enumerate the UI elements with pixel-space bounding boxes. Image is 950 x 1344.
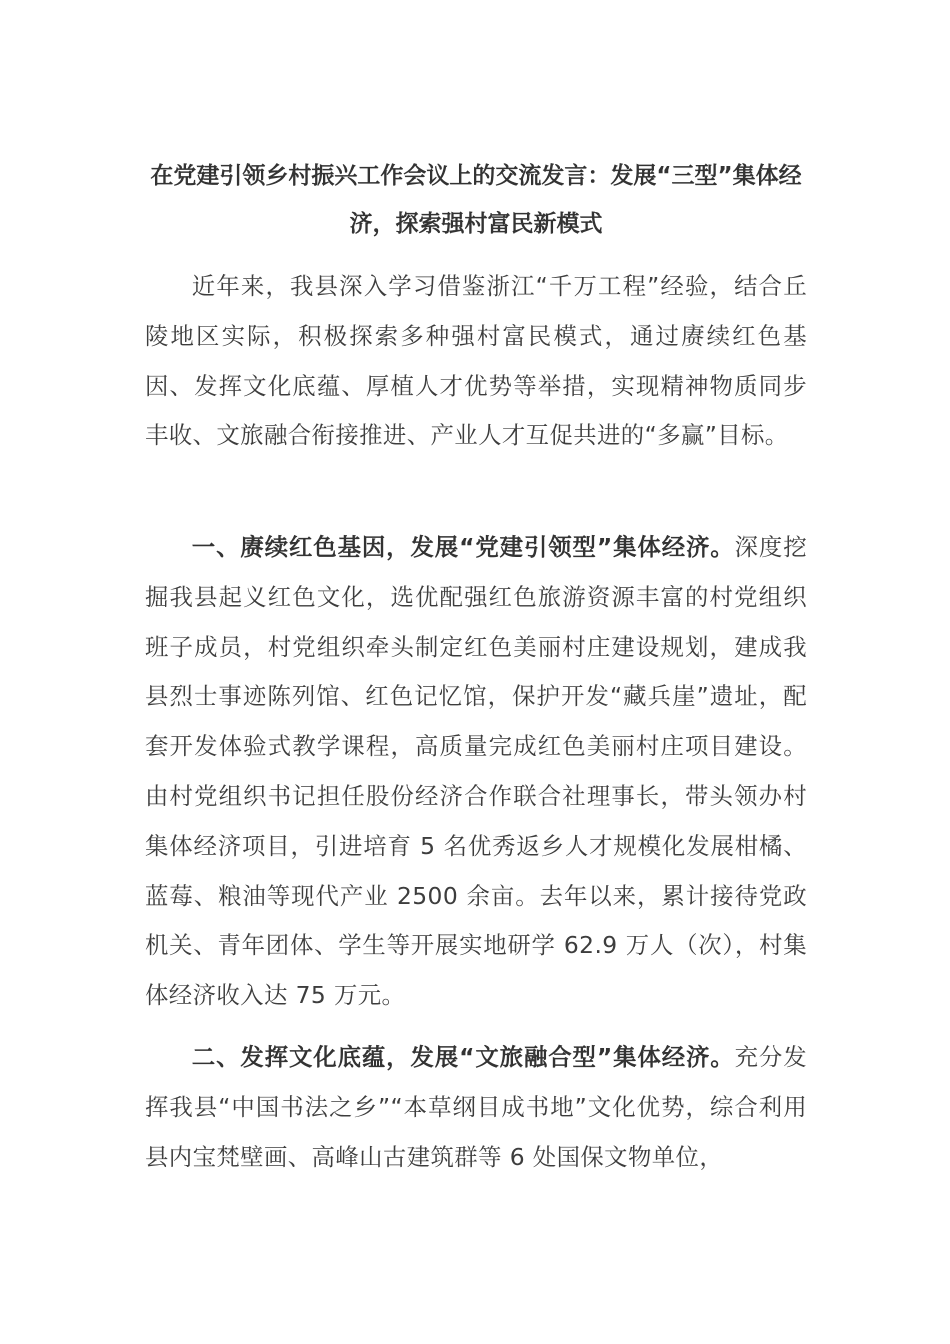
document-title: 在党建引领乡村振兴工作会议上的交流发言：发展“三型”集体经济，探索强村富民新模式 (150, 163, 802, 237)
paragraph-section-2 (145, 1033, 807, 1182)
paragraph-text: 近年来，我县深入学习借鉴浙江“千万工程”经验，结合丘陵地区实际，积极探索多种强村富民模式，通过赓续红色基因、发挥文化底蕴、厚植人才优势等举措，实现精神物质同步丰收、文旅融合衔接推进、产业人才互促共进的“多赢”目标。 (145, 272, 807, 450)
section-heading: 二、发挥文化底蕴，发展“文旅融合型”集体经济。 (191, 1043, 735, 1071)
paragraph-text: 充分发挥我县“中国书法之乡”“本草纲目成书地”文化优势，综合利用县内宝梵壁画、高峰山古建筑群等 6 处国保文物单位， (145, 1043, 807, 1171)
paragraph-text: 深度挖掘我县起义红色文化，选优配强红色旅游资源丰富的村党组织班子成员，村党组织牵头制定红色美丽村庄建设规划，建成我县烈士事迹陈列馆、红色记忆馆，保护开发“藏兵崖”遗址，配套开发体验式教学课程，高质量完成红色美丽村庄项目建设。由村党组织书记担任股份经济合作联合社理事长，带头领办村集体经济项目，引进培育 5 名优秀返乡人才规模化发展柑橘、蓝莓、粮油等现代产业 2500 余亩。去年以来，累计接待党政机关、青年团体、学生等开展实地研学 62.9 万人（次），村集体经济收入达 75 万元。 (145, 533, 807, 1010)
paragraph-section-1 (145, 523, 807, 1021)
paragraph-intro (145, 262, 807, 461)
section-heading: 一、赓续红色基因，发展“党建引领型”集体经济。 (191, 533, 735, 561)
